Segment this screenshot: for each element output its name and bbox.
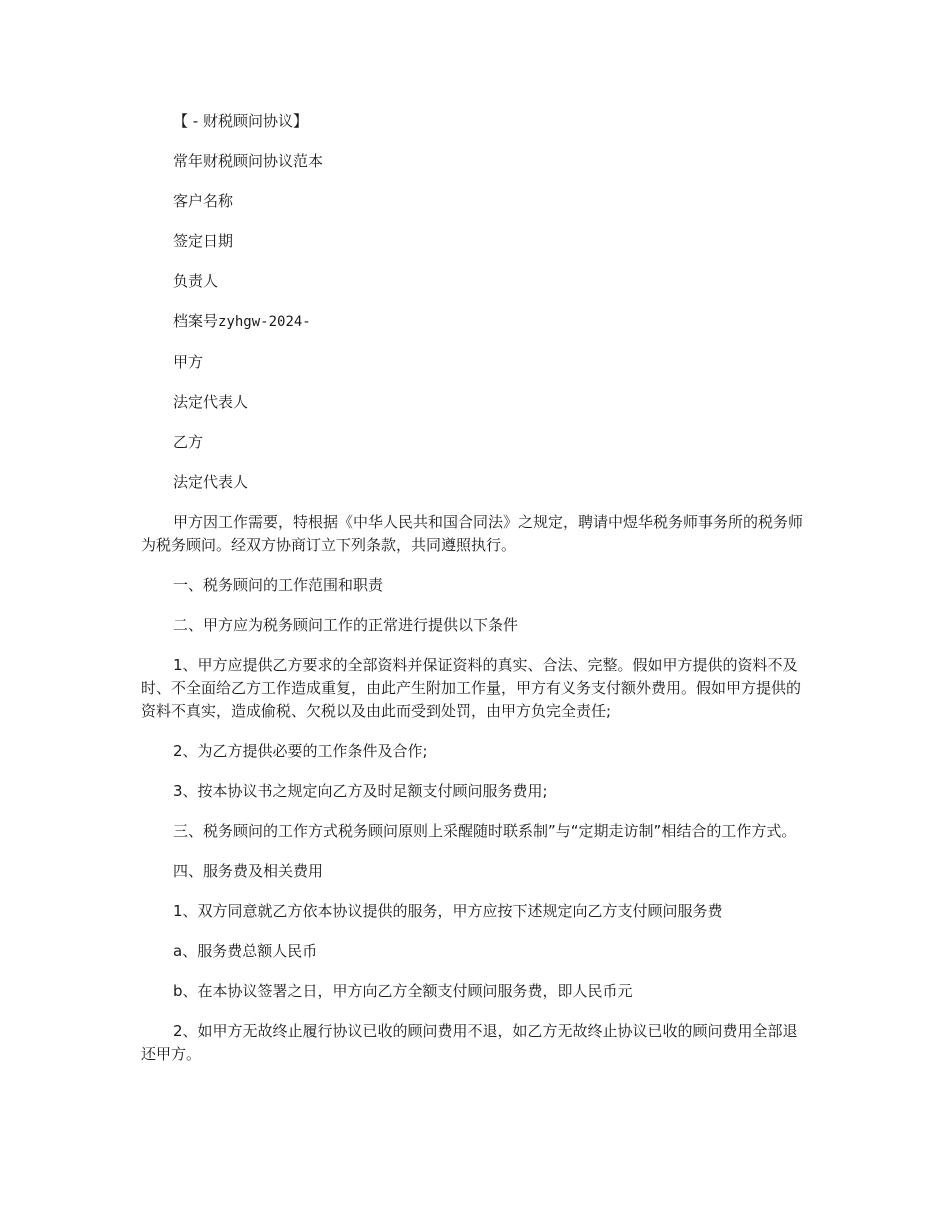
- document-title: 【 - 财税顾问协议】: [173, 112, 308, 130]
- field-party-b-rep: 法定代表人: [173, 473, 249, 491]
- clause-4-1-a: a、服务费总额人民币: [173, 942, 318, 960]
- clause-4-1: 1、双方同意就乙方依本协议提供的服务，甲方应按下述规定向乙方支付顾问服务费: [173, 902, 723, 920]
- field-party-b: 乙方: [173, 433, 204, 451]
- document-page: [141, 110, 811, 1083]
- section-heading-2: 二、甲方应为税务顾问工作的正常进行提供以下条件: [173, 616, 519, 634]
- file-no-value: zyhgw-2024-: [218, 314, 311, 330]
- file-no-label: 档案号: [173, 312, 219, 330]
- clause-4-2: 2、如甲方无故终止履行协议已收的顾问费用不退，如乙方无故终止协议已收的顾问费用全部退还甲方。: [141, 1022, 798, 1063]
- clause-4-1-b: b、在本协议签署之日，甲方向乙方全额支付顾问服务费，即人民币元: [173, 982, 633, 1000]
- section-heading-3: 三、税务顾问的工作方式税务顾问原则上采醒随时联系制”与“定期走访制”相结合的工作方式。: [173, 822, 797, 840]
- field-party-a: 甲方: [173, 353, 204, 371]
- clause-2-1: 1、甲方应提供乙方要求的全部资料并保证资料的真实、合法、完整。假如甲方提供的资料不及时、不全面给乙方工作造成重复，由此产生附加工作量，甲方有义务支付额外费用。假如甲方提供的资料不真实，造成偷税、欠税以及由此而受到处罚，由甲方负完全责任;: [141, 656, 802, 720]
- section-heading-1: 一、税务顾问的工作范围和职责: [173, 576, 384, 594]
- field-person-in-charge: 负责人: [173, 272, 219, 290]
- paragraph-intro: 甲方因工作需要，特根据《中华人民共和国合同法》之规定，聘请中煜华税务师事务所的税务师为税务顾问。经双方协商订立下列条款，共同遵照执行。: [141, 513, 804, 554]
- field-file-no: [141, 310, 811, 334]
- document-subtitle: 常年财税顾问协议范本: [173, 152, 324, 170]
- clause-2-3: 3、按本协议书之规定向乙方及时足额支付顾问服务费用;: [173, 782, 548, 800]
- field-sign-date: 签定日期: [173, 232, 234, 250]
- section-heading-4: 四、服务费及相关费用: [173, 862, 324, 880]
- clause-2-2: 2、为乙方提供必要的工作条件及合作;: [173, 742, 428, 760]
- field-party-a-rep: 法定代表人: [173, 393, 249, 411]
- field-client-name: 客户名称: [173, 192, 234, 210]
